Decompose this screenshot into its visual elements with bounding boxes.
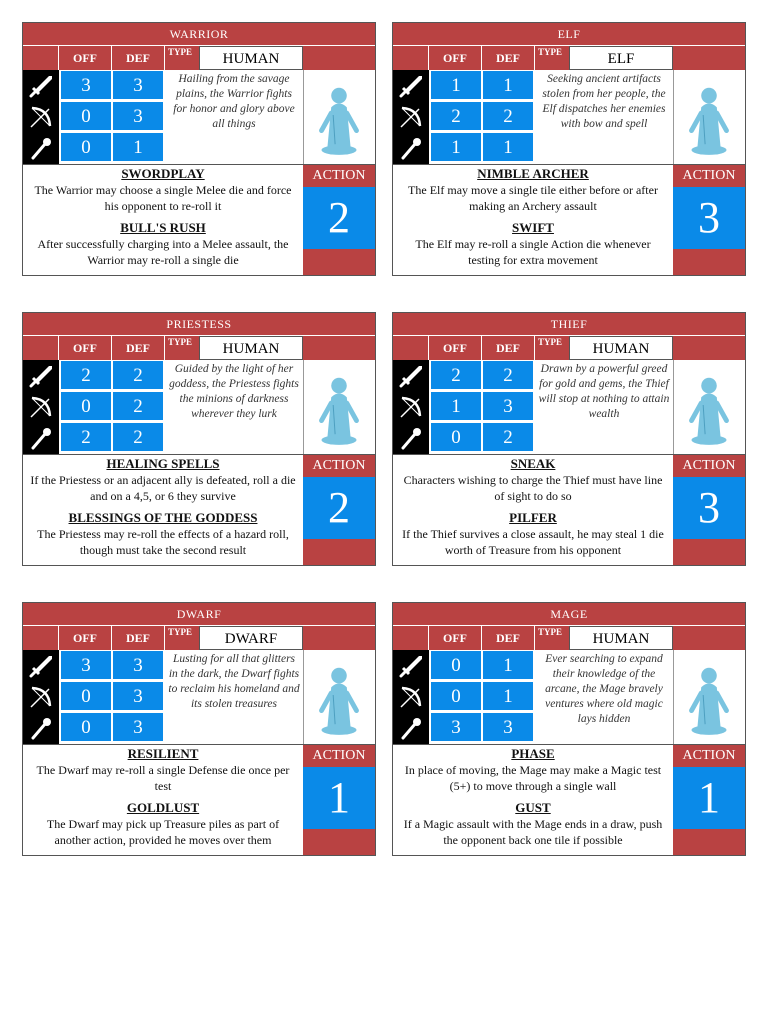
off-value: 0 — [60, 712, 112, 742]
sword-icon — [27, 652, 55, 680]
off-header: OFF — [429, 46, 482, 70]
def-value: 2 — [112, 391, 164, 421]
ability-name: GOLDLUST — [126, 800, 200, 815]
off-value: 2 — [60, 360, 112, 390]
off-value: 0 — [430, 650, 482, 680]
off-value: 0 — [430, 422, 482, 452]
miniature-figure — [673, 360, 745, 454]
ability-block — [23, 800, 303, 848]
ability-name: PILFER — [509, 510, 557, 525]
def-value: 3 — [112, 681, 164, 711]
bow-icon — [27, 393, 55, 421]
action-value: 1 — [303, 767, 375, 829]
type-value: HUMAN — [199, 46, 303, 70]
ability-block — [393, 166, 673, 214]
ability-block — [393, 456, 673, 504]
off-value: 0 — [430, 681, 482, 711]
ability-name: BULL'S RUSH — [120, 220, 206, 235]
type-value: HUMAN — [569, 626, 673, 650]
header-filler — [673, 336, 745, 360]
off-header: OFF — [429, 626, 482, 650]
off-value: 1 — [430, 391, 482, 421]
off-header: OFF — [429, 336, 482, 360]
staff-icon — [397, 424, 425, 452]
type-label: TYPE — [165, 626, 199, 650]
off-value: 3 — [60, 70, 112, 100]
flavor-text: Guided by the light of her goddess, the Priestess fights the minions of darkness wherever they lurk — [169, 363, 299, 420]
miniature-figure — [673, 650, 745, 744]
off-value: 1 — [430, 132, 482, 162]
header-blank — [23, 46, 59, 70]
ability-block — [23, 456, 303, 504]
flavor-text: Ever searching to expand their knowledge of the arcane, the Mage bravely ventures where old magic lays hidden — [545, 653, 663, 725]
bow-icon — [27, 103, 55, 131]
off-header: OFF — [59, 626, 112, 650]
ability-text: The Elf may move a single tile either before or after making an Archery assault — [408, 183, 658, 213]
sword-icon — [27, 362, 55, 390]
ability-name: GUST — [515, 800, 551, 815]
def-value: 3 — [112, 650, 164, 680]
off-header: OFF — [59, 336, 112, 360]
def-value: 3 — [112, 70, 164, 100]
action-value: 1 — [673, 767, 745, 829]
def-value: 1 — [482, 70, 534, 100]
action-footer — [303, 249, 375, 275]
def-value: 1 — [482, 681, 534, 711]
ability-block — [393, 510, 673, 558]
bow-icon — [397, 683, 425, 711]
character-card-thief — [392, 312, 746, 566]
staff-icon — [27, 424, 55, 452]
card-title: PRIESTESS — [23, 313, 375, 336]
off-value: 1 — [430, 70, 482, 100]
def-value: 1 — [112, 132, 164, 162]
ability-name: SWORDPLAY — [121, 166, 205, 181]
stat-icon-column — [23, 70, 59, 164]
ability-name: HEALING SPELLS — [106, 456, 220, 471]
card-title: MAGE — [393, 603, 745, 626]
off-value: 3 — [60, 650, 112, 680]
type-value: ELF — [569, 46, 673, 70]
card-title: DWARF — [23, 603, 375, 626]
flavor-text: Hailing from the savage plains, the Warrior fights for honor and glory above all things — [173, 73, 295, 130]
type-value: DWARF — [199, 626, 303, 650]
action-value: 3 — [673, 187, 745, 249]
card-title: THIEF — [393, 313, 745, 336]
def-value: 2 — [482, 360, 534, 390]
action-footer — [673, 539, 745, 565]
type-label: TYPE — [535, 336, 569, 360]
stat-icon-column — [393, 70, 429, 164]
character-card-elf — [392, 22, 746, 276]
off-value: 0 — [60, 132, 112, 162]
miniature-figure — [303, 650, 375, 744]
type-label: TYPE — [535, 626, 569, 650]
def-header: DEF — [112, 626, 165, 650]
def-value: 2 — [482, 101, 534, 131]
action-value: 2 — [303, 187, 375, 249]
flavor-text: Seeking ancient artifacts stolen from her people, the Elf dispatches her enemies with bow and spell — [542, 73, 666, 130]
bow-icon — [397, 103, 425, 131]
def-header: DEF — [112, 336, 165, 360]
flavor-text: Drawn by a powerful greed for gold and gems, the Thief will stop at nothing to attain wealth — [538, 363, 670, 420]
ability-block — [393, 220, 673, 268]
header-blank — [393, 336, 429, 360]
ability-text: If a Magic assault with the Mage ends in a draw, push the opponent back one tile if possible — [403, 817, 663, 847]
off-value: 2 — [430, 101, 482, 131]
ability-text: The Warrior may choose a single Melee die and force his opponent to re-roll it — [34, 183, 292, 213]
off-value: 0 — [60, 681, 112, 711]
ability-name: RESILIENT — [127, 746, 199, 761]
ability-name: NIMBLE ARCHER — [477, 166, 589, 181]
def-value: 2 — [112, 422, 164, 452]
action-value: 3 — [673, 477, 745, 539]
action-footer — [303, 829, 375, 855]
header-blank — [393, 626, 429, 650]
miniature-figure — [303, 70, 375, 164]
card-title: ELF — [393, 23, 745, 46]
stat-icon-column — [393, 360, 429, 454]
def-value: 2 — [112, 360, 164, 390]
def-value: 1 — [482, 650, 534, 680]
def-header: DEF — [112, 46, 165, 70]
ability-name: SNEAK — [510, 456, 556, 471]
sword-icon — [397, 362, 425, 390]
ability-text: The Dwarf may re-roll a single Defense die once per test — [36, 763, 290, 793]
off-value: 2 — [60, 422, 112, 452]
bow-icon — [397, 393, 425, 421]
sword-icon — [397, 652, 425, 680]
type-label: TYPE — [165, 46, 199, 70]
action-label: ACTION — [303, 745, 375, 767]
def-value: 1 — [482, 132, 534, 162]
off-value: 3 — [430, 712, 482, 742]
header-filler — [303, 46, 375, 70]
header-filler — [673, 626, 745, 650]
def-value: 3 — [482, 712, 534, 742]
action-label: ACTION — [673, 455, 745, 477]
off-value: 0 — [60, 391, 112, 421]
character-card-dwarf — [22, 602, 376, 856]
def-value: 2 — [482, 422, 534, 452]
off-header: OFF — [59, 46, 112, 70]
ability-block — [23, 166, 303, 214]
ability-block — [393, 746, 673, 794]
off-value: 0 — [60, 101, 112, 131]
def-value: 3 — [112, 101, 164, 131]
ability-name: PHASE — [511, 746, 555, 761]
action-footer — [673, 829, 745, 855]
ability-text: The Elf may re-roll a single Action die whenever testing for extra movement — [415, 237, 651, 267]
header-blank — [23, 336, 59, 360]
action-label: ACTION — [303, 455, 375, 477]
ability-text: The Dwarf may pick up Treasure piles as part of another action, provided he moves over them — [46, 817, 280, 847]
type-label: TYPE — [535, 46, 569, 70]
ability-text: If the Thief survives a close assault, he may steal 1 die worth of Treasure from his opponent — [402, 527, 664, 557]
def-header: DEF — [482, 626, 535, 650]
character-card-priestess — [22, 312, 376, 566]
type-value: HUMAN — [569, 336, 673, 360]
header-blank — [23, 626, 59, 650]
character-card-warrior — [22, 22, 376, 276]
bow-icon — [27, 683, 55, 711]
stat-icon-column — [23, 360, 59, 454]
def-value: 3 — [482, 391, 534, 421]
def-value: 3 — [112, 712, 164, 742]
def-header: DEF — [482, 46, 535, 70]
flavor-text: Lusting for all that glitters in the dark, the Dwarf fights to reclaim his homeland and its stolen treasures — [168, 653, 300, 710]
ability-text: Characters wishing to charge the Thief must have line of sight to do so — [403, 473, 663, 503]
action-footer — [673, 249, 745, 275]
sword-icon — [397, 72, 425, 100]
staff-icon — [27, 134, 55, 162]
action-label: ACTION — [673, 165, 745, 187]
staff-icon — [397, 714, 425, 742]
header-filler — [303, 626, 375, 650]
ability-name: SWIFT — [512, 220, 554, 235]
stat-icon-column — [393, 650, 429, 744]
type-label: TYPE — [165, 336, 199, 360]
staff-icon — [27, 714, 55, 742]
type-value: HUMAN — [199, 336, 303, 360]
ability-text: If the Priestess or an adjacent ally is defeated, roll a die and on a 4,5, or 6 they survive — [30, 473, 296, 503]
ability-text: After successfully charging into a Melee assault, the Warrior may re-roll a single die — [37, 237, 289, 267]
action-label: ACTION — [303, 165, 375, 187]
ability-block — [23, 510, 303, 558]
character-card-mage — [392, 602, 746, 856]
header-filler — [303, 336, 375, 360]
action-value: 2 — [303, 477, 375, 539]
action-footer — [303, 539, 375, 565]
def-header: DEF — [482, 336, 535, 360]
ability-text: In place of moving, the Mage may make a Magic test (5+) to move through a single wall — [404, 763, 662, 793]
sword-icon — [27, 72, 55, 100]
staff-icon — [397, 134, 425, 162]
miniature-figure — [303, 360, 375, 454]
card-title: WARRIOR — [23, 23, 375, 46]
ability-block — [393, 800, 673, 848]
ability-name: BLESSINGS OF THE GODDESS — [68, 510, 258, 525]
stat-icon-column — [23, 650, 59, 744]
ability-block — [23, 220, 303, 268]
miniature-figure — [673, 70, 745, 164]
header-blank — [393, 46, 429, 70]
action-label: ACTION — [673, 745, 745, 767]
off-value: 2 — [430, 360, 482, 390]
ability-block — [23, 746, 303, 794]
ability-text: The Priestess may re-roll the effects of a hazard roll, though must take the second result — [37, 527, 289, 557]
header-filler — [673, 46, 745, 70]
